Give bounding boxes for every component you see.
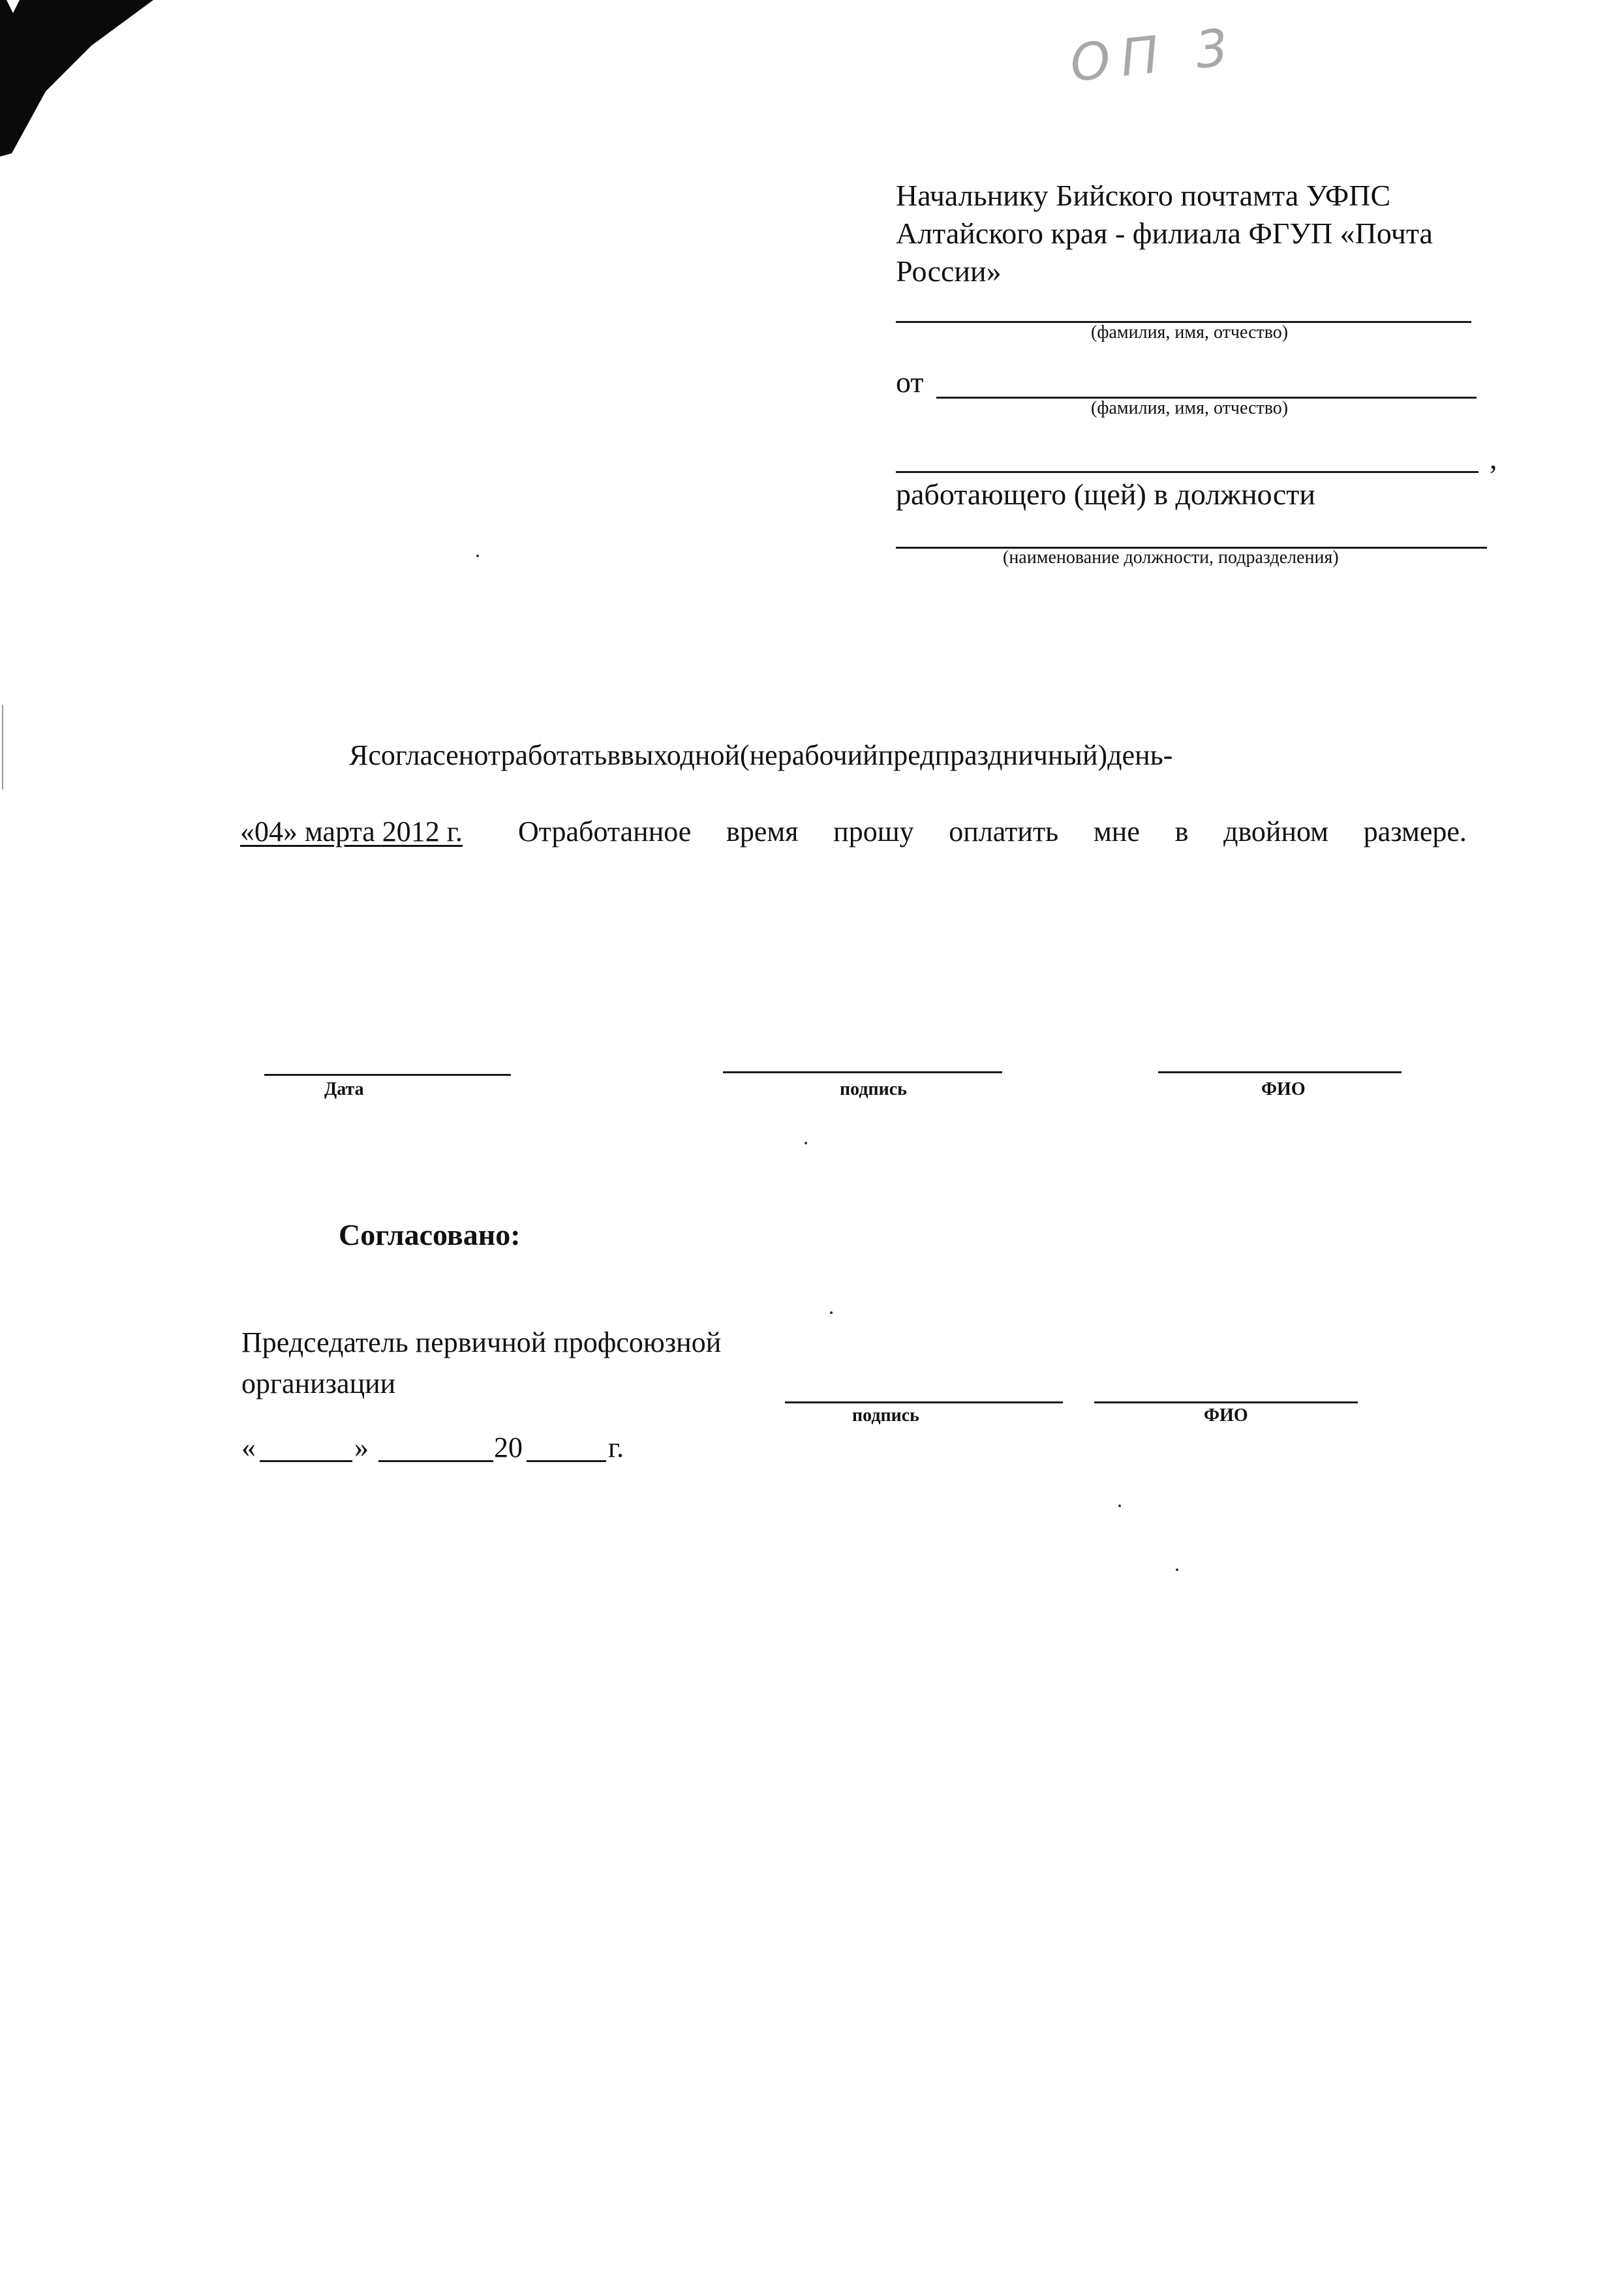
scan-speck [804,1142,807,1144]
statement-word: (нерабочий [739,739,878,771]
chairman-line-2: организации [241,1368,396,1399]
approval-year-prefix: 20 [494,1431,523,1463]
statement-word: отработать [474,739,607,771]
applicant-name-caption: (фамилия, имя, отчество) [1091,398,1289,418]
work-date: «04» марта 2012 г. [240,816,463,848]
scan-speck [476,555,479,557]
statement-word: в [607,739,621,771]
statement-word: время [726,816,799,848]
scan-speck [1176,1568,1178,1571]
signature-line[interactable] [723,1071,1002,1073]
approval-close-quote: » [354,1431,369,1463]
handwritten-stamp: ОП 3 [1067,17,1242,94]
scan-speck [1118,1505,1121,1507]
statement-word: Я [349,739,369,771]
statement-word: согласен [368,739,474,771]
comma-mark: , [1490,442,1497,475]
statement-word: предпраздничный) [878,739,1108,771]
statement-word: размере. [1363,816,1467,848]
chairman-line-1: Председатель первичной профсоюзной [241,1326,722,1358]
approval-year-suffix: г. [608,1431,624,1463]
statement-line-2 [518,817,1467,846]
approval-year-line[interactable] [527,1460,606,1462]
statement-word: день [1107,739,1163,771]
date-caption: Дата [324,1079,364,1099]
date-line[interactable] [264,1074,511,1076]
statement-word: выходной [620,739,740,771]
statement-word: мне [1093,816,1140,848]
chairman-signature-line[interactable] [785,1401,1063,1403]
scan-margin-mark [2,705,3,789]
addressee-line-1: Начальнику Бийского почтамта УФПС [896,179,1391,212]
statement-word: двойном [1223,816,1329,848]
name-caption: ФИО [1261,1079,1306,1099]
position-caption: (наименование должности, подразделения) [1003,547,1339,568]
statement-word: - [1163,739,1173,771]
addressee-line-2: Алтайского края - филиала ФГУП «Почта [896,217,1433,250]
signature-caption: подпись [840,1079,907,1099]
addressee-name-caption: (фамилия, имя, отчество) [1091,322,1289,343]
approval-title: Согласовано: [339,1218,521,1251]
from-label: от [896,365,924,399]
scan-edge-artifact [0,0,157,157]
chairman-signature-caption: подпись [852,1405,919,1426]
approval-month-line[interactable] [378,1460,493,1462]
approval-open-quote: « [241,1431,256,1463]
addressee-line-3: России» [896,254,1002,288]
statement-word: в [1174,816,1189,848]
chairman-name-caption: ФИО [1204,1405,1248,1426]
name-line[interactable] [1158,1071,1402,1073]
statement-word: оплатить [949,816,1059,848]
scan-speck [830,1311,833,1314]
chairman-name-line[interactable] [1094,1401,1358,1403]
applicant-name-line-2[interactable] [896,471,1478,473]
statement-word: прошу [833,816,914,848]
statement-line-1 [349,739,1173,771]
approval-day-line[interactable] [260,1460,352,1462]
statement-word: Отработанное [518,816,692,848]
position-label: работающего (щей) в должности [896,478,1315,511]
